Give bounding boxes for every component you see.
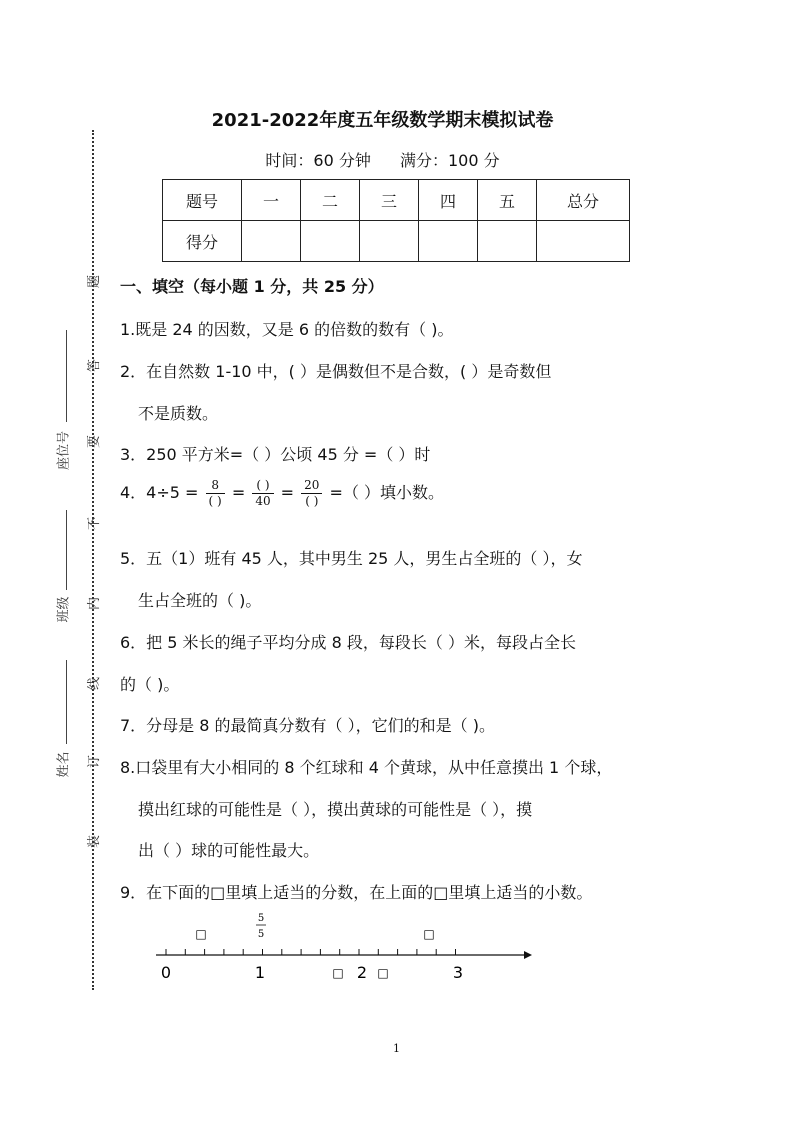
question-6-cont: 的（ )。	[120, 675, 180, 694]
fraction-numerator: 5	[257, 913, 265, 924]
number-line-arrow	[524, 951, 532, 959]
binding-dotted-line	[92, 130, 94, 990]
question-3: 3．250 平方米=（ ）公顷 45 分 =（ ）时	[120, 445, 431, 464]
question-5: 5．五（1）班有 45 人，其中男生 25 人，男生占全班的（ ），女	[120, 549, 583, 568]
q4-fraction-2: $\frac{( )}{40}$	[252, 478, 273, 509]
question-2: 2．在自然数 1-10 中，( ）是偶数但不是合数，( ）是奇数但	[120, 362, 552, 381]
binding-char: 内	[87, 596, 103, 611]
q4-suffix: =（ ）填小数。	[329, 483, 445, 502]
exam-time: 时间：60 分钟	[265, 151, 371, 170]
question-7: 7．分母是 8 的最简真分数有（ ），它们的和是（ )。	[120, 716, 495, 735]
binding-char: 题	[87, 274, 103, 289]
score-table-cell: 得分	[163, 221, 242, 262]
q4-prefix: 4．4÷5 =	[120, 483, 199, 502]
page-number: 1	[393, 1042, 400, 1055]
exam-full-score: 满分：100 分	[399, 151, 500, 170]
question-2-cont: 不是质数。	[138, 404, 219, 423]
score-table-cell: 三	[360, 180, 419, 221]
score-table-cell: 四	[419, 180, 478, 221]
page-title: 2021-2022年度五年级数学期末模拟试卷	[211, 110, 554, 131]
question-1: 1.既是 24 的因数，又是 6 的倍数的数有（ )。	[120, 320, 454, 339]
number-line	[140, 905, 540, 985]
score-input-cell[interactable]	[360, 221, 419, 262]
number-line-label-0: 0	[160, 963, 172, 982]
score-table-cell: 一	[242, 180, 301, 221]
score-input-cell[interactable]	[242, 221, 301, 262]
seat-number-label: 座位号	[56, 431, 72, 471]
score-input-cell[interactable]	[478, 221, 537, 262]
bottom-answer-box: □	[332, 966, 344, 980]
score-table-cell: 题号	[163, 180, 242, 221]
q4-fraction-3: $\frac{20}{( )}$	[301, 478, 322, 509]
score-table-cell: 总分	[537, 180, 630, 221]
bottom-answer-box: □	[377, 966, 389, 980]
question-8: 8.口袋里有大小相同的 8 个红球和 4 个黄球，从中任意摸出 1 个球，	[120, 758, 613, 777]
fraction-denominator: 5	[257, 929, 265, 940]
class-label: 班级	[56, 596, 72, 623]
class-field[interactable]	[66, 510, 67, 590]
question-5-cont: 生占全班的（ )。	[138, 591, 262, 610]
score-table	[162, 179, 630, 262]
top-answer-box: □	[423, 927, 435, 941]
binding-char: 装	[87, 834, 103, 849]
binding-char: 线	[87, 676, 103, 691]
number-line-label-1: 1	[254, 963, 266, 982]
section-heading: 一、填空（每小题 1 分，共 25 分）	[120, 277, 384, 296]
question-9: 9．在下面的□里填上适当的分数，在上面的□里填上适当的小数。	[120, 883, 593, 902]
question-8-cont-1: 摸出红球的可能性是（ ），摸出黄球的可能性是（ ），摸	[138, 800, 533, 819]
score-table-cell: 五	[478, 180, 537, 221]
question-8-cont-2: 出（ ）球的可能性最大。	[138, 841, 320, 860]
score-table-cell: 二	[301, 180, 360, 221]
score-input-cell[interactable]	[419, 221, 478, 262]
binding-char: 订	[87, 754, 103, 769]
binding-char: 要	[87, 434, 103, 449]
binding-char: 答	[87, 358, 103, 373]
question-4: 4．4÷5 = $\frac{8}{( )}$ = $\frac{( )}{40}$ = $\frac{20}{( )}$ =（ ）填小数。	[120, 478, 445, 508]
binding-char: 不	[87, 516, 103, 531]
score-input-cell[interactable]	[537, 221, 630, 262]
q4-fraction-1: $\frac{8}{( )}$	[206, 478, 225, 509]
question-6: 6．把 5 米长的绳子平均分成 8 段，每段长（ ）米，每段占全长	[120, 633, 576, 652]
exam-info	[0, 148, 779, 171]
score-table-header-row	[163, 180, 630, 221]
number-line-label-2: 2	[356, 963, 368, 982]
score-input-cell[interactable]	[301, 221, 360, 262]
top-answer-box: □	[195, 927, 207, 941]
number-line-label-3: 3	[452, 963, 464, 982]
name-label: 姓名	[56, 751, 72, 778]
seat-number-field[interactable]	[66, 330, 67, 422]
name-field[interactable]	[66, 660, 67, 744]
score-table-score-row	[163, 221, 630, 262]
